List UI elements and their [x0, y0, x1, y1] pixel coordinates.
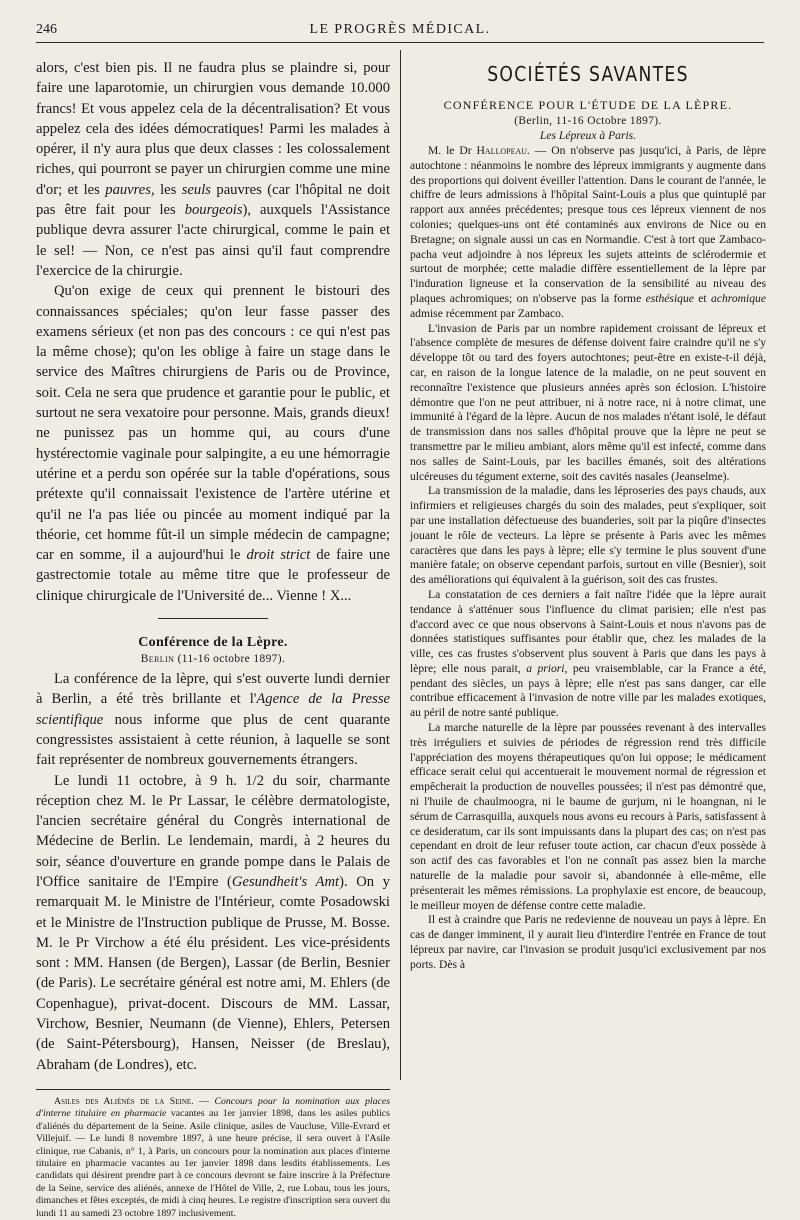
report-paragraph: La transmission de la maladie, dans les léproseries des pays chauds, aux infirmiers et religieuses chargés du soin des malades, peut s'expliquer, soit par une installation défectueuse des buanderies, soit par la piqûre d'insectes jouant le rôle de vecteurs. La lèpre se présente à Paris avec les mêmes caractères que dans les pays à lèpre; elle s'y termine le plus souvent d'une manière fatale; on observe cependant parfois, surtout en ville (Besnier), soit des améliorations qui équivalent à la guérison, soit des cas frustes. [410, 484, 766, 587]
signature: X... [329, 587, 352, 604]
left-column [36, 58, 391, 1219]
conference-title: Conférence de la Lèpre. [138, 635, 288, 651]
column-divider [400, 50, 401, 1080]
report-paragraph: Il est à craindre que Paris ne redevienne de nouveau un pays à lèpre. En cas de danger imminent, il y aurait lieu d'interdire l'entrée en France de tout lépreux par navire, car l'invasion se produit jusqu'ici exclusivement par nos ports. Dès à [410, 913, 766, 971]
header-rule [36, 42, 764, 43]
page-header [36, 22, 764, 42]
article-paragraph: Qu'on exige de ceux qui prennent le bistouri des connaissances spéciales; qu'on leur fasse passer des examens sérieux (et non pas des concours : ce qui n'est pas la même chose); qu'on les oblige à faire un stage dans le service des Maîtres chirurgiens de Paris ou de Province, soit. Cela ne sera que prudence et garantie pour le public, et surtout ne sera vexatoire pour personne. Mais, grands dieux! ne punissez pas un homme qui, au cours d'une hystérectomie vaginale pour salpingite, a eu une hémorragie utérine et a perdu son opérée sur la table d'opérations, sous prétexte qu'il connaissait l'existence de l'artère utérine et qu'il ne l'a pas liée ou pincée au moment indiqué par la théorie, cet homme fût-il un simple médecin de campagne; car en somme, il a aujourd'hui le droit strict de faire une gastrectomie totale au même titre que le professeur de clinique chirurgicale de l'Université de... Vienne ! X... [36, 283, 390, 604]
conference-paragraph: La conférence de la lèpre, qui s'est ouverte lundi dernier à Berlin, a été très brillante et l'Agence de la Presse scientifique nous informe que plus de cent quarante congressistes assistaient à cette réunion, à laquelle se sont fait représenter de nombreux gouvernements étrangers. [36, 671, 390, 769]
page-number: 246 [36, 22, 57, 37]
report-paragraph: La constatation de ces derniers a fait naître l'idée que la lèpre aurait tendance à s'atténuer sous l'influence du climat parisien; elle n'est pas d'accord avec ce que nous observons à Saint-Louis et nous n'avons pas de données statistiques suffisantes pour établir que, chez les malades de la ville, ces cas frustes s'observent plus souvent à Paris que dans les pays à lèpre; elle nous parait, a priori, peu vraisemblable, car la France a été, pendant des siècles, un pays à lèpre; elle n'est pas sans danger, car elle contribue efficacement à l'invasion de notre ville par les malades exotiques, au péril de notre santé publique. [410, 587, 766, 720]
section-rule [158, 618, 268, 619]
report-paragraph: La marche naturelle de la lèpre par poussées revenant à des intervalles très irréguliers et suivies de périodes de régression rend très difficile l'appréciation des moyens thérapeutiques qu'on lui oppose; le médicament efficace serait celui qui accentuerait le mouvement normal de régression et empêcherait la production de nouvelles poussées; il n'est pas démontré que, ni l'huile de chaulmoogra, ni le baume de gurjum, ni le hoangnan, ni le sérum de Carrasquilla, auxquels nous avons eu recours à Paris, satisfassent à ce desideratum, car ils sont impuissants dans la plupart des cas; on n'est pas cependant en droit de leur refuser toute action, car chacun d'eux possède à son actif des cas favorables et l'on ne connaît pas assez bien la marche naturelle de la maladie pour savoir si, abandonnée à elle-même, elle présenterait les mêmes rémissions. La prophylaxie est encore, de beaucoup, le meilleur moyen de défense contre cette maladie. [410, 721, 766, 912]
report-paragraph: L'invasion de Paris par un nombre rapidement croissant de lépreux et l'absence complète de mesures de défense doivent faire craindre qu'il ne s'y développe tôt ou tard des foyers autochtones; peut-être en existe-t-il déjà, car, en raison de la longue latence de la maladie, on ne peut souvent en reconnaître l'existence que plusieurs années après son éclosion. L'histoire démontre que l'on ne peut attribuer, ni à notre race, ni à notre climat, une immunité à l'égard de la lèpre. Aucun de nos malades n'étant isolé, le défaut de transmission dans nos salles d'hôpital prouve que la lèpre ne peut se transmettre par le milieu ambiant, alors même qu'il est infecté, comme dans nos salles de Saint-Louis, par les bacilles émanés, soit des altérations ulcéreuses du tégument externe, soit des cavités nasales (Jeanselme). [410, 321, 766, 483]
conference-dateline: Berlin (11-16 octobre 1897). [140, 653, 286, 666]
conference-paragraph: Le lundi 11 octobre, à 9 h. 1/2 du soir, charmante réception chez M. le Pr Lassar, le célèbre dermatologiste, l'ancien secrétaire général du Congrès international de Médecine de Berlin. Le lendemain, mardi, à 2 heures du soir, séance d'ouverture en grande pompe dans le Palais de l'Office sanitaire de l'Empire (Gesundheit's Amt). On y remarquait M. le Ministre de l'Intérieur, comte Posadowski et le Ministre de l'Instruction publique de Prusse, M. Bosse. M. le Pr Virchow a été élu président. Les vice-présidents sont : MM. Hansen (de Bergen), Lassar (de Berlin, Besnier (de Paris). Le secrétaire général est notre ami, M. Ehlers (de Copenhague), privat-docent. Discours de MM. Lassar, Virchow, Besnier, Neumann (de Vienne), Ehlers, Petersen (de Saint-Pétersbourg), Hansen, Neisser (de Breslau), Abraham (de Londres), etc. [36, 772, 390, 1073]
section-title: SOCIÉTÉS SAVANTES [487, 62, 689, 86]
conference-date: (Berlin, 11-16 Octobre 1897). [514, 115, 662, 127]
conference-heading: CONFÉRENCE POUR L'ÉTUDE DE LA LÈPRE. [443, 98, 733, 112]
article-paragraph: alors, c'est bien pis. Il ne faudra plus se plaindre si, pour faire une laparotomie, un chirurgien vous demande 10.000 francs! Et vous appelez cela de la décentralisation? Et vous appelez cela des idées démocratiques! Parmi les malades à opérer, il n'y aura plus que deux classes : les colossalement riches, qui pourront se payer un chirurgien comme une mine d'or; et les pauvres, les seuls pauvres (car l'hôpital ne doit pas être fait pour les bourgeois), auxquels l'Assistance publique devra assurer l'acte chirurgical, comme le pain et le sel! — Non, ce n'est pas ainsi qu'il faut comprendre l'exercice de la chirurgie. [36, 60, 391, 279]
report-paragraph: M. le Dr Hallopeau. — On n'observe pas jusqu'ici, à Paris, de lèpre autochtone : néanmoins le nombre des lépreux immigrants y augmente dans des proportions qui doivent éveiller l'attention. Dans le courant de l'année, le chiffre de leurs admissions à l'hôpital Saint-Louis a plus que quintuplé par rapport aux années précédentes; presque tous ces lépreux viennent de nos colonies; quelques-uns ont été contaminés aux environs de Nice ou en Bretagne; on signale aussi un cas en Normandie. C'est à tort que Zambaco-pacha veut adjoindre à nos lépreux les sujets atteints de sclérodermie et surtout de morphée; cette maladie diffère essentiellement de la lèpre par l'induration ligneuse et la conservation de la sensibilité au niveau des plaques achromiques; on n'observe pas la forme esthésique et achromique admise récemment par Zambaco. [410, 144, 766, 320]
right-column [410, 58, 766, 1094]
asylum-notice: Asiles des Aliénés de la Seine. — Concours pour la nomination aux places d'interne titulaire en pharmacie vacantes au 1er janvier 1898, dans les asiles publics d'aliénés du département de la Seine. Asile clinique, asiles de Vaucluse, Ville-Evrard et Villejuif. — Le lundi 8 novembre 1897, à une heure précise, il sera ouvert à l'Asile clinique, rue Cabanis, n° 1, à Paris, un concours pour la nomination aux places d'interne titulaire en pharmacie vacantes au 1er janvier 1898 dans lesdits établissements. Les candidats qui désirent prendre part à ce concours devront se faire inscrire à la Préfecture de la Seine, service des aliénés, annexe de l'Hôtel de Ville, 2, rue Lobau, tous les jours, dimanches et fêtes exceptés, de midi à cinq heures. Le registre d'inscription sera ouvert du lundi 11 au samedi 23 octobre 1897 inclusivement. [36, 1095, 391, 1219]
running-title: LE PROGRÈS MÉDICAL. [309, 22, 491, 37]
subsection-title: Les Lépreux à Paris. [539, 129, 637, 142]
notice-rule [36, 1089, 390, 1090]
